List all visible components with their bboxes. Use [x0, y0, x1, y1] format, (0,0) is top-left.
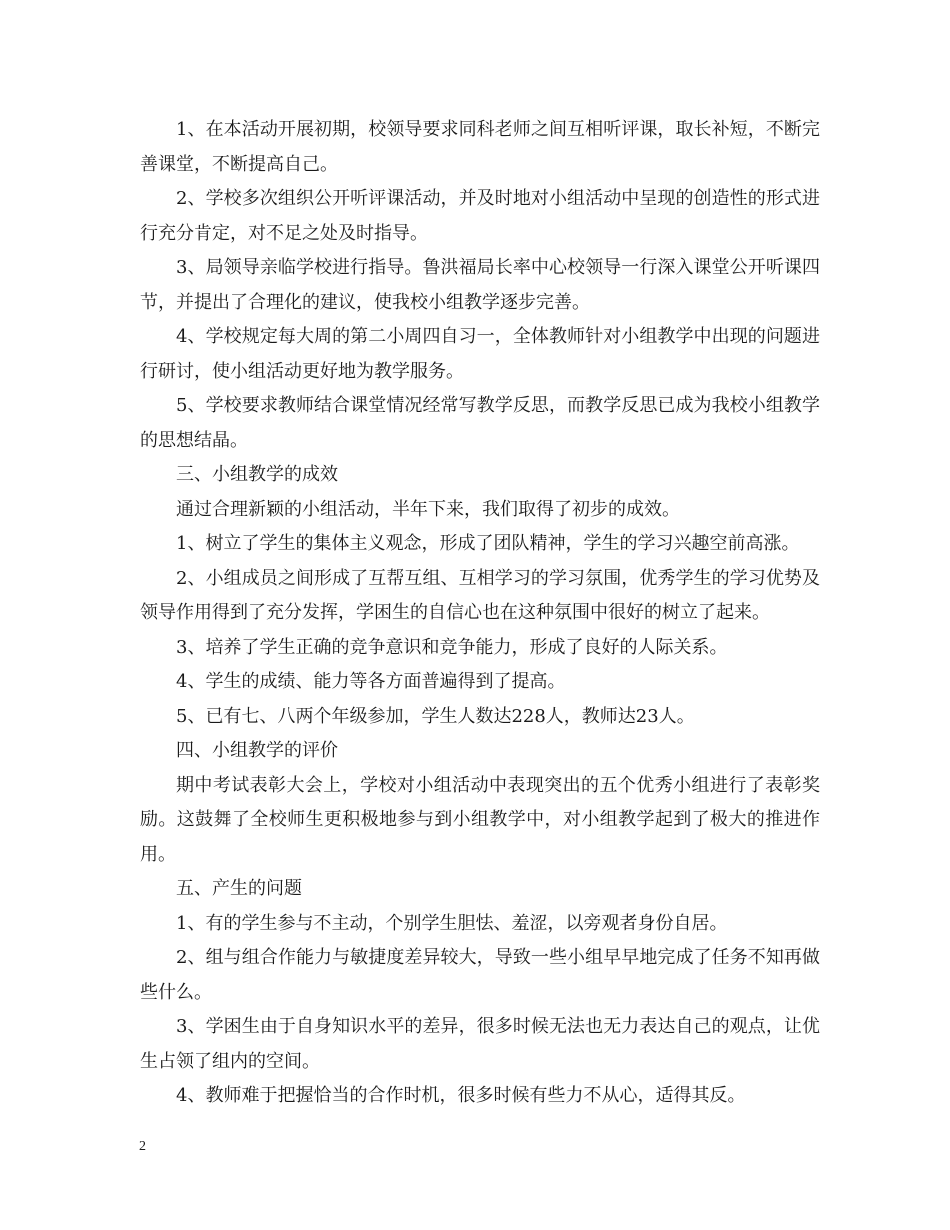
paragraph-problem-timing: 4、教师难于把握恰当的合作时机，很多时候有些力不从心，适得其反。 [176, 1085, 746, 1106]
paragraph-evaluation-award: 期中考试表彰大会上，学校对小组活动中表现突出的五个优秀小组进行了表彰奖励。这鼓舞了全校师生更积极地参与到小组教学中，对小组教学起到了极大的推进作用。 [140, 774, 820, 865]
paragraph-result-collectivism: 1、树立了学生的集体主义观念，形成了团队精神，学生的学习兴趣空前高涨。 [176, 533, 800, 554]
section-heading-evaluation: 四、小组教学的评价 [176, 740, 338, 761]
paragraph-problem-passive: 1、有的学生参与不主动，个别学生胆怯、羞涩，以旁观者身份自居。 [176, 912, 728, 934]
paragraph-result-participation: 5、已有七、八两个年级参加，学生人数达228人，教师达23人。 [176, 705, 695, 727]
document-body [140, 113, 820, 1114]
paragraph-bureau-guidance: 3、局领导亲临学校进行指导。鲁洪福局长率中心校领导一行深入课堂公开听课四节，并提出了合理化的建议，使我校小组教学逐步完善。 [140, 257, 820, 313]
section-heading-problems: 五、产生的问题 [176, 878, 302, 899]
paragraph-results-intro: 通过合理新颖的小组活动，半年下来，我们取得了初步的成效。 [176, 498, 680, 520]
paragraph-open-lessons: 2、学校多次组织公开听评课活动，并及时地对小组活动中呈现的创造性的形式进行充分肯定，对不足之处及时指导。 [140, 188, 820, 244]
paragraph-result-competition: 3、培养了学生正确的竞争意识和竞争能力，形成了良好的人际关系。 [176, 636, 728, 658]
paragraph-teaching-reflection: 5、学校要求教师结合课堂情况经常写教学反思，而教学反思已成为我校小组教学的思想结晶。 [140, 395, 820, 451]
paragraph-result-mutual-help: 2、小组成员之间形成了互帮互组、互相学习的学习氛围，优秀学生的学习优势及领导作用得到了充分发挥，学困生的自信心也在这种氛围中很好的树立了起来。 [140, 567, 820, 623]
paragraph-problem-ability-gap: 2、组与组合作能力与敏捷度差异较大，导致一些小组早早地完成了任务不知再做些什么。 [140, 947, 820, 1003]
paragraph-result-improvement: 4、学生的成绩、能力等各方面普遍得到了提高。 [176, 671, 566, 692]
paragraph-observe-lessons: 1、在本活动开展初期，校领导要求同科老师之间互相听评课，取长补短，不断完善课堂，不断提高自己。 [140, 119, 820, 175]
paragraph-problem-weak-students: 3、学困生由于自身知识水平的差异，很多时候无法也无力表达自己的观点，让优生占领了组内的空间。 [140, 1016, 820, 1072]
paragraph-weekly-research: 4、学校规定每大周的第二小周四自习一，全体教师针对小组教学中出现的问题进行研讨，使小组活动更好地为教学服务。 [140, 326, 820, 382]
section-heading-results: 三、小组教学的成效 [176, 464, 338, 485]
page-number: 2 [139, 1139, 146, 1154]
